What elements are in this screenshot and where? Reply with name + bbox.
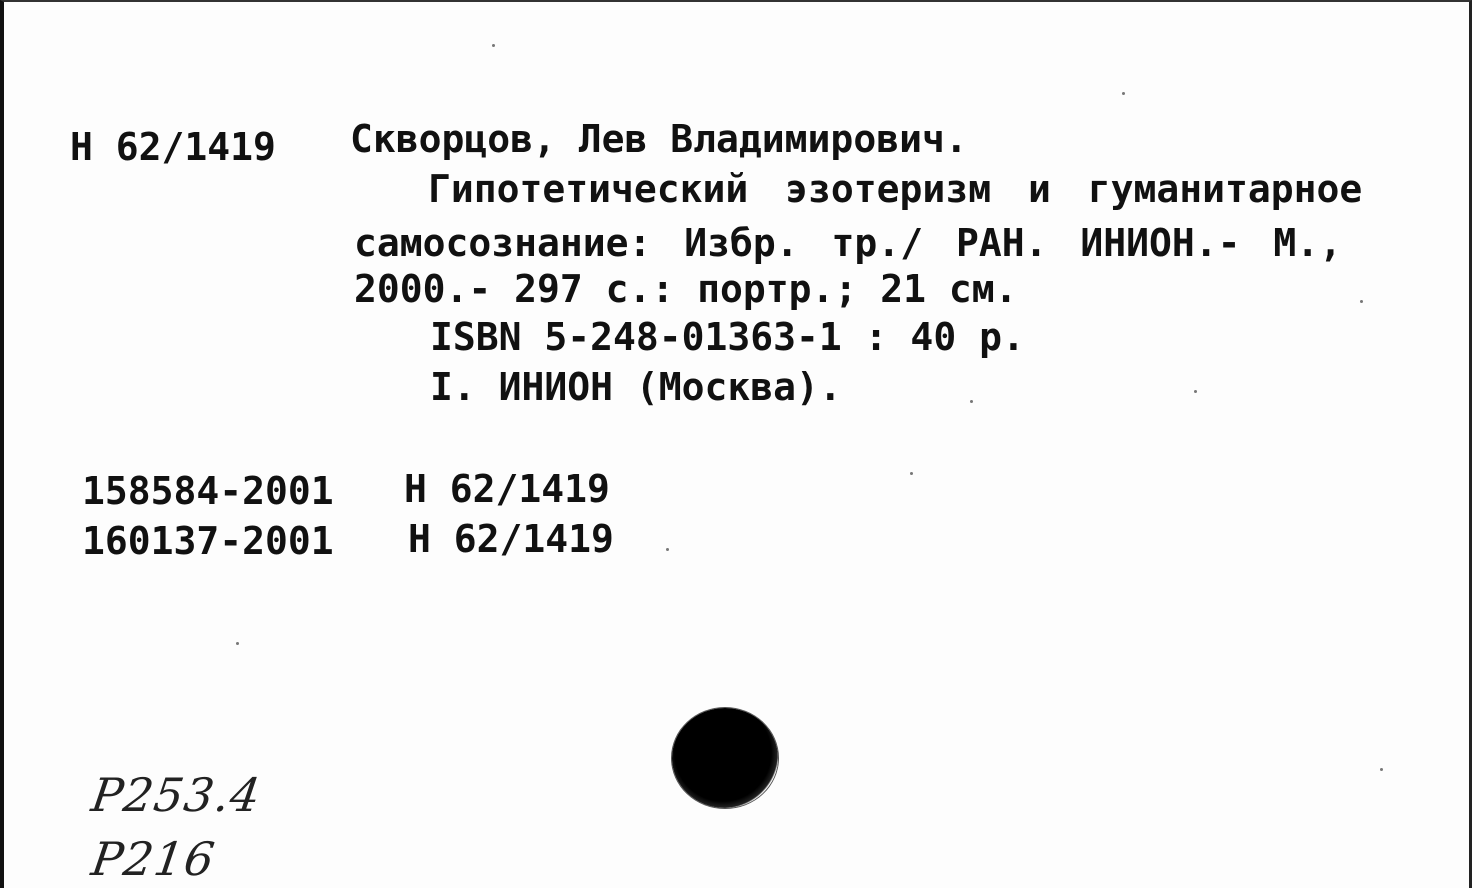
added-entry: I. ИНИОН (Москва).: [430, 365, 842, 409]
speck: [1360, 300, 1363, 303]
speck: [492, 44, 495, 47]
speck: [666, 548, 669, 551]
speck: [910, 472, 913, 475]
title-line-2: самосознание: Избр. тр./ РАН. ИНИОН.- М.,: [354, 221, 1342, 265]
holding-shelfmark-1: Н 62/1419: [404, 467, 610, 511]
author-heading: Скворцов, Лев Владимирович.: [350, 117, 968, 161]
speck: [1122, 92, 1125, 95]
holding-inventory-1: 158584-2001: [82, 469, 334, 513]
isbn-line: ISBN 5-248-01363-1 : 40 р.: [430, 315, 1025, 359]
punch-hole: [672, 708, 778, 808]
handwritten-note-1: Р253.4: [88, 768, 265, 822]
title-line-3: 2000.- 297 с.: портр.; 21 см.: [354, 267, 1018, 311]
speck: [1380, 768, 1383, 771]
holding-inventory-2: 160137-2001: [82, 519, 334, 563]
holding-shelfmark-2: Н 62/1419: [408, 517, 614, 561]
handwritten-note-2: Р216: [88, 832, 219, 886]
shelfmark: Н 62/1419: [70, 125, 276, 169]
speck: [970, 400, 973, 403]
speck: [1194, 390, 1197, 393]
speck: [236, 642, 239, 645]
title-line-1: Гипотетический эзотеризм и гуманитарное: [428, 167, 1363, 211]
